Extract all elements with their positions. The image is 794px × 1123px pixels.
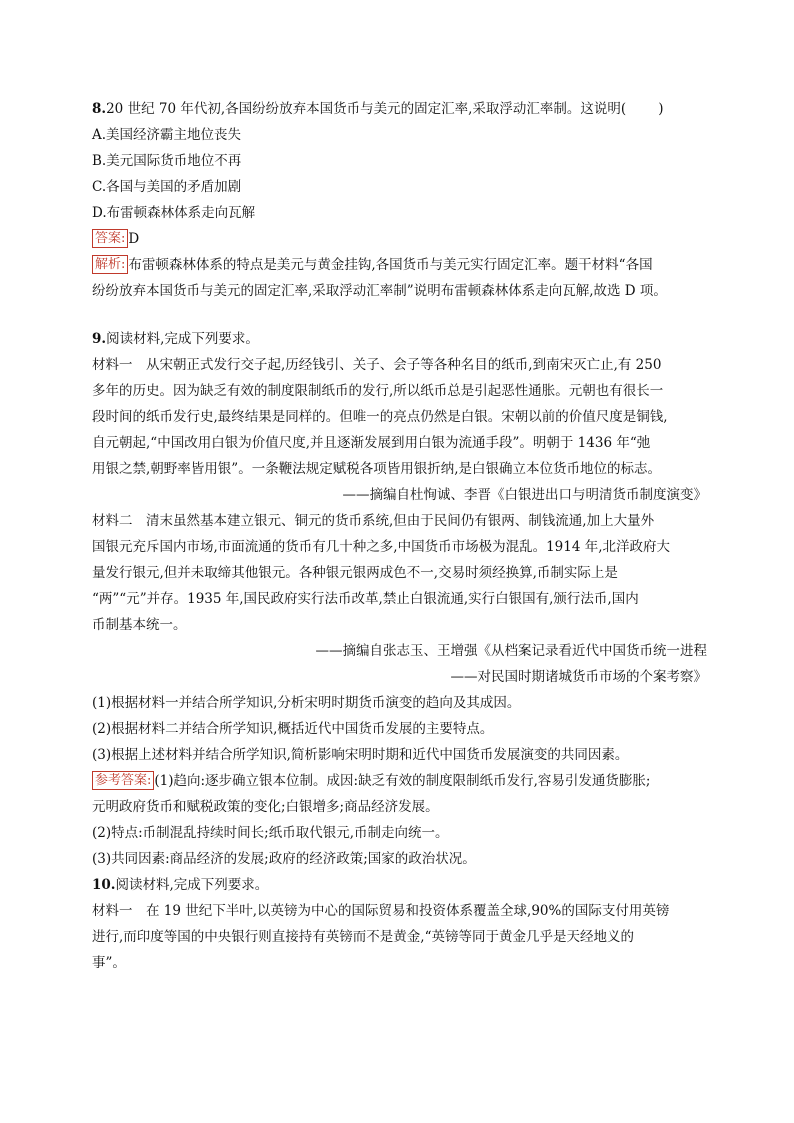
analysis-line: 布雷顿森林体系的特点是美元与黄金挂钩,各国货币与美元实行固定汇率。题干材料“各国 [128,257,653,273]
material-source: ——对民国时期诸城货币市场的个案考察》 [450,669,707,685]
question-stem-text: 20 世纪 70 年代初,各国纷纷放弃本国货币与美元的固定汇率,采取浮动汇率制。这说明( [106,101,627,117]
material-line: “两”“元”并存。1935 年,国民政府实行法币改革,禁止白银流通,实行白银国有,颁行法币,国内 [92,591,639,607]
material-line: 材料二 清末虽然基本建立银元、铜元的货币系统,但由于民间仍有银两、制钱流通,加上大量外 [92,513,655,529]
answer-tag: 答案: [92,229,128,248]
material-line: 多年的历史。因为缺乏有效的制度限制纸币的发行,所以纸币总是引起恶性通胀。元朝也有很长一 [92,383,664,399]
question-number: 10. [92,877,116,893]
question-number: 9. [92,331,107,347]
reference-answer-tag: 参考答案: [92,771,154,790]
exam-page [92,96,707,976]
question-number: 8. [92,101,107,117]
material-line: 事”。 [92,955,126,971]
material-line: 材料一 在 19 世纪下半叶,以英镑为中心的国际贸易和投资体系覆盖全球,90%的国际支付用英镑 [92,903,670,919]
question-stem-text: 阅读材料,完成下列要求。 [115,877,269,893]
material-line: 进行,而印度等国的中央银行则直接持有英镑而不是黄金,“英镑等同于黄金几乎是天经地义的 [92,929,634,945]
reference-answer-line: (3)共同因素:商品经济的发展;政府的经济政策;国家的政治状况。 [92,851,476,867]
analysis-tag: 解析: [92,255,128,274]
material-line: 用银之禁,朝野率皆用银”。一条鞭法规定赋税各项皆用银折纳,是白银确立本位货币地位的标志。 [92,461,661,477]
material-line: 币制基本统一。 [92,617,187,633]
option-c: C.各国与美国的矛盾加剧 [92,179,242,195]
stem-close-paren: ) [658,101,664,117]
question-stem-text: 阅读材料,完成下列要求。 [106,331,259,347]
analysis-row [92,252,707,278]
material-line: 自元朝起,“中国改用白银为价值尺度,并且逐渐发展到用白银为流通手段”。明朝于 1436 年“弛 [92,435,651,451]
material-source: ——摘编自张志玉、王增强《从档案记录看近代中国货币统一进程 [315,643,707,659]
reference-answer-line: (2)特点:币制混乱持续时间长;纸币取代银元,币制走向统一。 [92,825,449,841]
question-10-stem [92,872,707,898]
sub-question: (3)根据上述材料并结合所学知识,简析影响宋明时期和近代中国货币发展演变的共同因素。 [92,747,629,763]
option-d: D.布雷顿森林体系走向瓦解 [92,205,256,221]
option-a: A.美国经济霸主地位丧失 [92,127,242,143]
answer-value: D [128,231,140,247]
reference-answer-row [92,768,707,794]
material-line: 段时间的纸币发行史,最终结果是同样的。但唯一的亮点仍然是白银。宋朝以前的价值尺度是铜钱, [92,409,668,425]
option-b: B.美元国际货币地位不再 [92,153,242,169]
answer-row [92,226,707,252]
material-source: ——摘编自杜恂诚、李晋《白银进出口与明清货币制度演变》 [342,487,707,503]
question-9 [92,326,707,872]
question-9-stem [92,326,707,352]
reference-answer-line: 元明政府货币和赋税政策的变化;白银增多;商品经济发展。 [92,799,439,815]
material-line: 材料一 从宋朝正式发行交子起,历经钱引、关子、会子等各种名目的纸币,到南宋灭亡止,有 250 [92,357,662,373]
analysis-line: 纷纷放弃本国货币与美元的固定汇率,采取浮动汇率制”说明布雷顿森林体系走向瓦解,故选 D 项。 [92,283,667,299]
question-10 [92,872,707,976]
question-8-stem [92,96,707,122]
sub-question: (2)根据材料二并结合所学知识,概括近代中国货币发展的主要特点。 [92,721,494,737]
reference-answer-line: (1)趋向:逐步确立银本位制。成因:缺乏有效的制度限制纸币发行,容易引发通货膨胀; [154,773,651,789]
material-line: 国银元充斥国内市场,市面流通的货币有几十种之多,中国货币市场极为混乱。1914 年,北洋政府大 [92,539,671,555]
sub-question: (1)根据材料一并结合所学知识,分析宋明时期货币演变的趋向及其成因。 [92,695,521,711]
question-8 [92,96,707,304]
material-line: 量发行银元,但并未取缔其他银元。各种银元银两成色不一,交易时须经换算,币制实际上是 [92,565,618,581]
